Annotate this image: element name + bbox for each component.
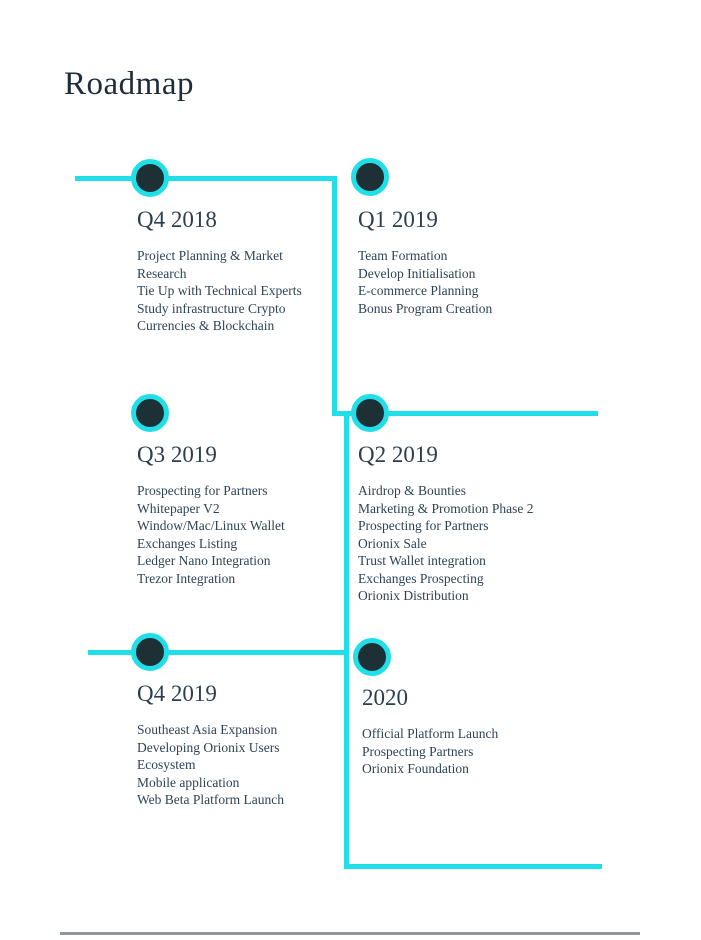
milestone-item: Southeast Asia Expansion	[137, 722, 278, 737]
milestone-item: Trezor Integration	[137, 570, 236, 586]
milestone-item: Mobile application	[137, 774, 240, 790]
milestone-period: Q1 2019	[358, 207, 438, 232]
milestone-item: Project Planning & Market Research	[137, 248, 283, 281]
milestone-item: Window/Mac/Linux Wallet	[137, 518, 285, 533]
timeline-connector-row3	[88, 650, 349, 655]
timeline-connector-vertical2	[344, 411, 349, 869]
milestone-period: Q2 2019	[358, 442, 438, 467]
timeline-node-q1-2019	[351, 158, 389, 196]
milestone-item: Web Beta Platform Launch	[137, 792, 284, 807]
milestone-item: Team Formation	[358, 248, 448, 263]
timeline-node-q4-2019	[131, 633, 169, 671]
milestone-section-q4-2019	[137, 680, 322, 809]
milestone-item: Marketing & Promotion Phase 2	[358, 500, 534, 516]
milestone-section-q1-2019	[358, 206, 568, 317]
milestone-item: Exchanges Listing	[137, 535, 238, 551]
milestone-period: Q4 2019	[137, 681, 217, 706]
page-title: Roadmap	[64, 66, 194, 102]
milestone-items	[362, 725, 572, 778]
milestone-items	[358, 482, 576, 605]
milestone-items	[358, 247, 568, 317]
milestone-item: Official Platform Launch	[362, 726, 499, 741]
milestone-item: Prospecting for Partners	[358, 518, 489, 533]
milestone-item: Airdrop & Bounties	[358, 483, 466, 498]
milestone-period: Q3 2019	[137, 442, 217, 467]
milestone-item: E-commerce Planning	[358, 283, 479, 298]
timeline-connector-vertical1	[332, 176, 337, 416]
milestone-section-q4-2018	[137, 206, 322, 335]
milestone-items	[137, 247, 322, 335]
milestone-period: 2020	[362, 685, 408, 710]
milestone-item: Prospecting Partners	[362, 743, 474, 759]
milestone-item: Orionix Sale	[358, 535, 427, 551]
milestone-items	[137, 721, 322, 809]
timeline-connector-bottom	[344, 864, 602, 869]
timeline-node-q2-2019	[351, 394, 389, 432]
milestone-item: Orionix Distribution	[358, 588, 469, 603]
timeline-node-q4-2018	[131, 159, 169, 197]
timeline-node-q3-2019	[131, 394, 169, 432]
page-bottom-divider	[60, 932, 640, 935]
milestone-section-q2-2019	[358, 441, 576, 605]
timeline-node-2020	[353, 638, 391, 676]
milestone-item: Study infrastructure Crypto Currencies & Blockchain	[137, 300, 286, 333]
milestone-item: Bonus Program Creation	[358, 300, 493, 316]
milestone-item: Developing Orionix Users Ecosystem	[137, 739, 280, 772]
milestone-item: Develop Initialisation	[358, 265, 476, 281]
milestone-item: Whitepaper V2	[137, 500, 220, 516]
milestone-item: Trust Wallet integration	[358, 553, 486, 568]
milestone-items	[137, 482, 322, 587]
milestone-item: Prospecting for Partners	[137, 483, 268, 498]
milestone-section-q3-2019	[137, 441, 322, 587]
milestone-item: Tie Up with Technical Experts	[137, 283, 302, 298]
timeline-connector-row1	[75, 176, 337, 181]
milestone-item: Ledger Nano Integration	[137, 553, 271, 568]
milestone-item: Orionix Foundation	[362, 761, 469, 776]
milestone-period: Q4 2018	[137, 207, 217, 232]
milestone-item: Exchanges Prospecting	[358, 570, 484, 586]
milestone-section-2020	[362, 684, 572, 778]
